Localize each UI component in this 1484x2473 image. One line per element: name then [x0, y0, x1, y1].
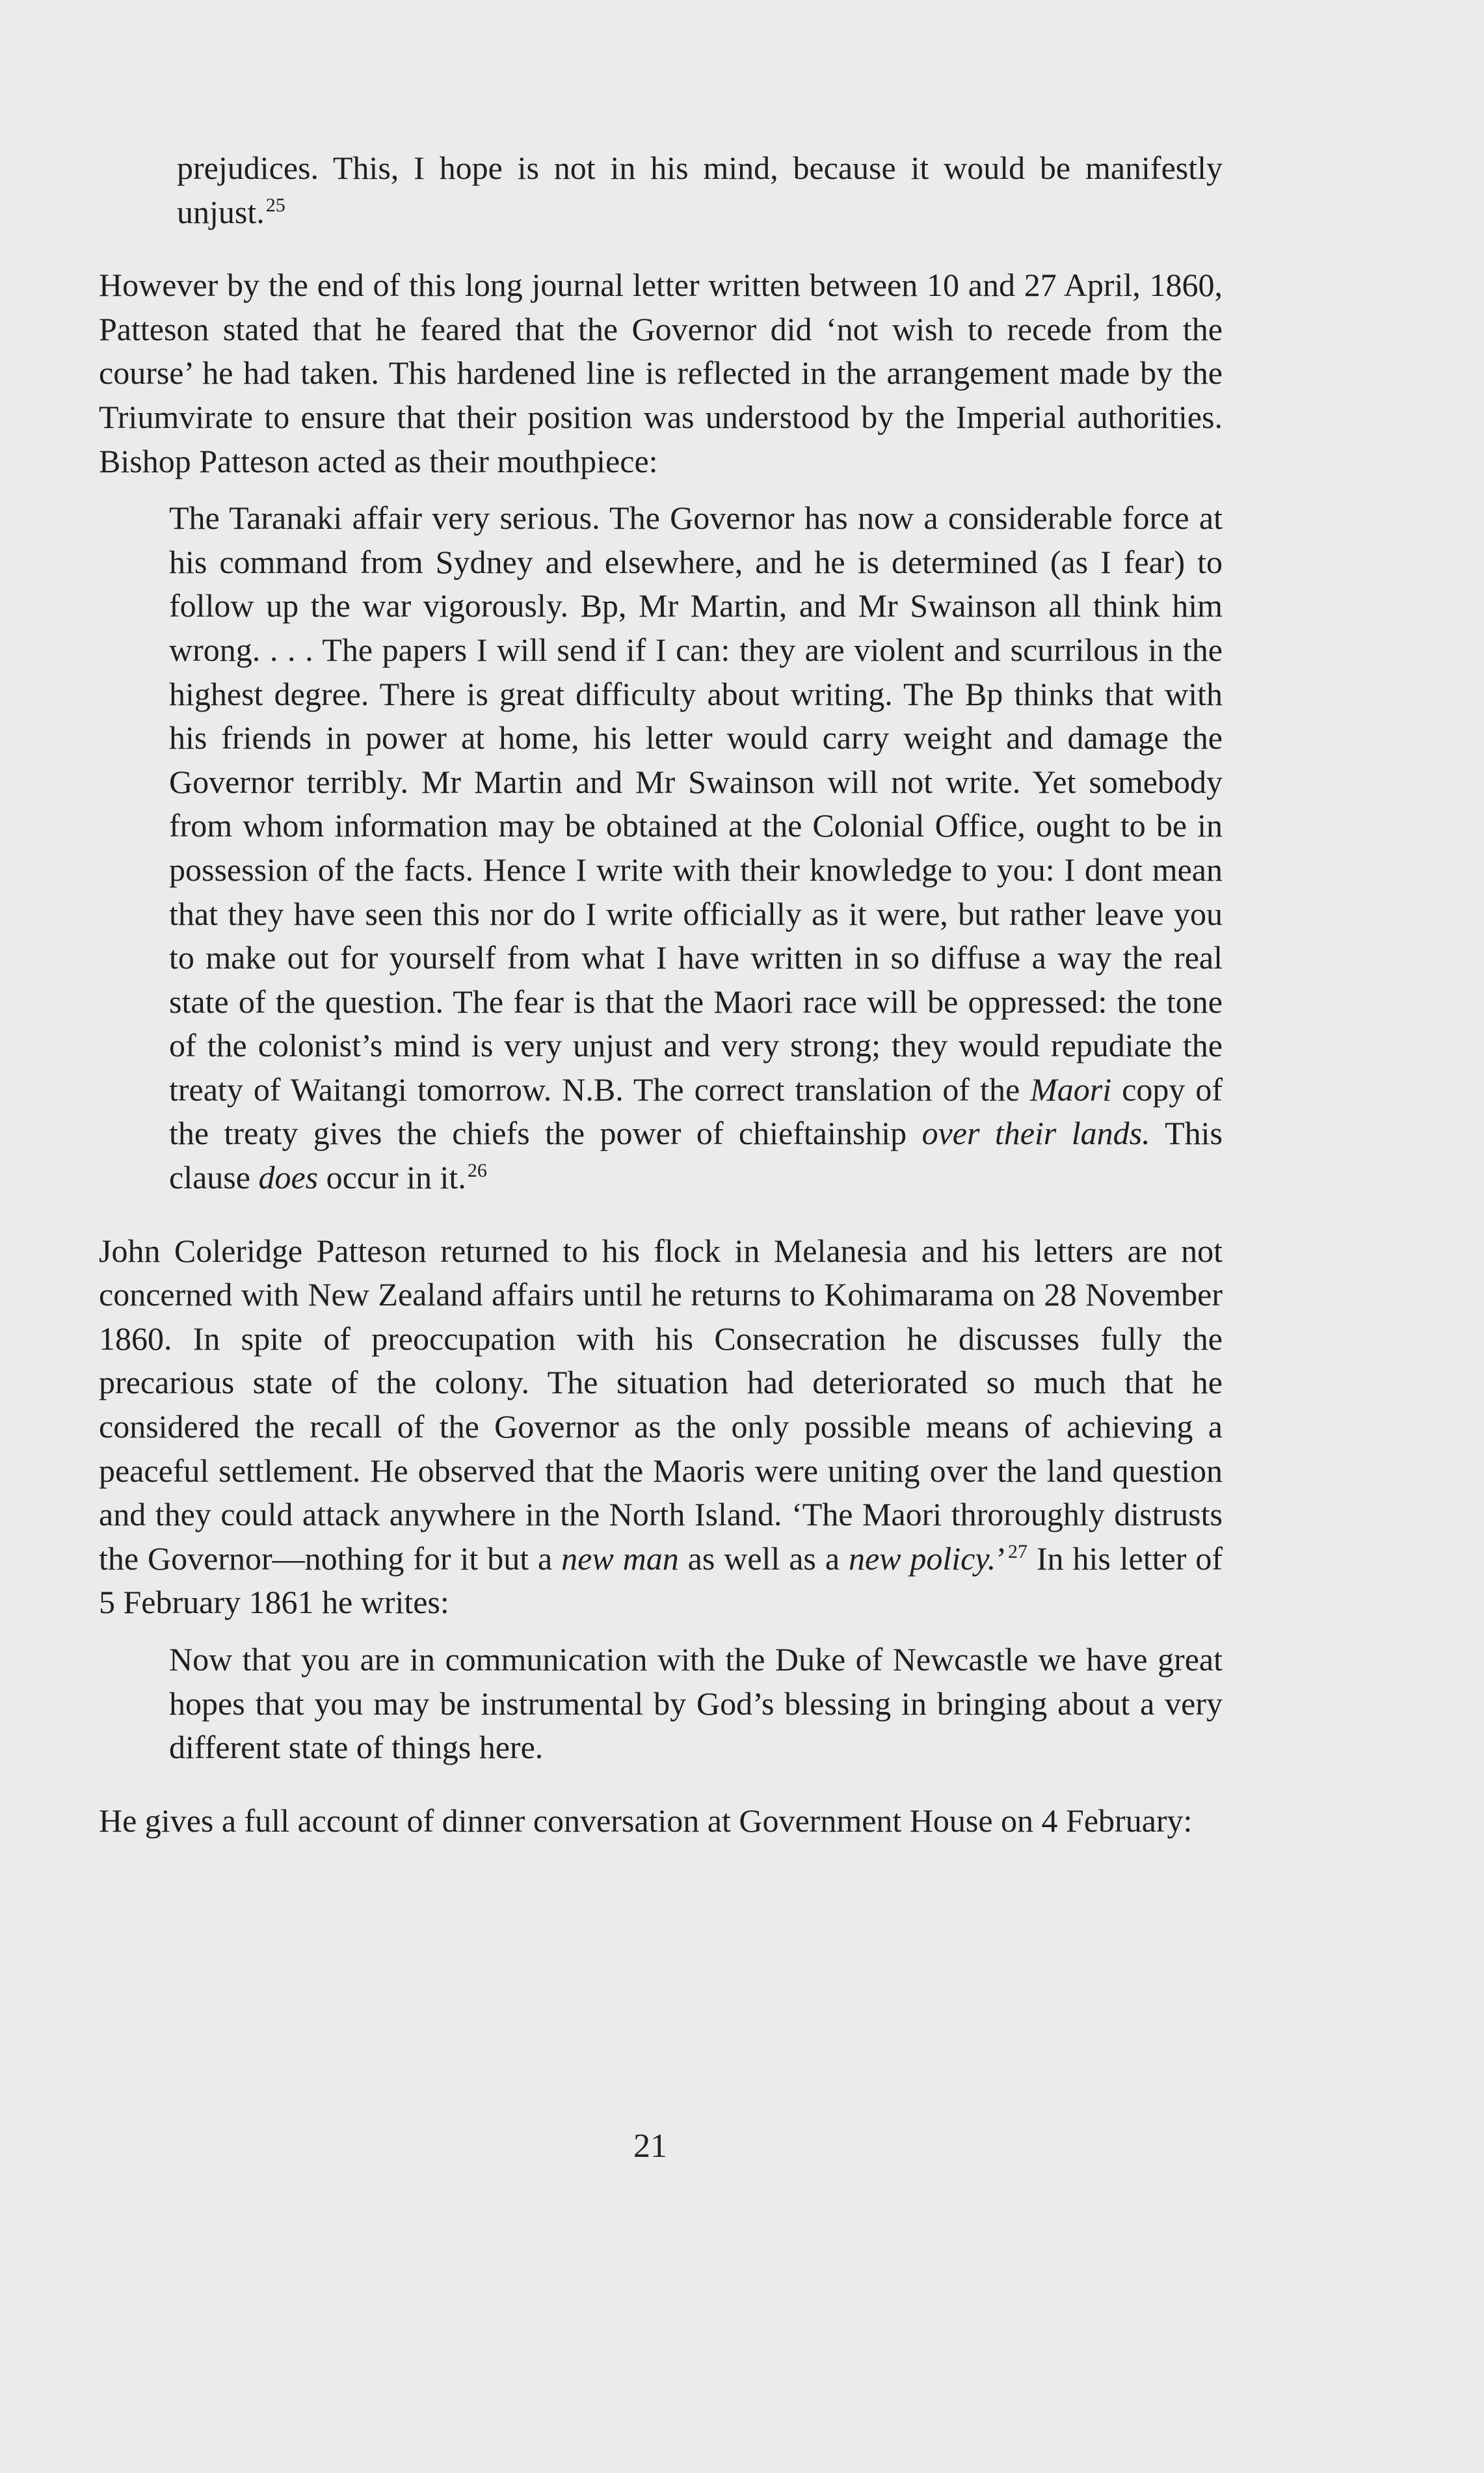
text-run: However by the end of this long journal letter written between 10 and 27 April, 1860, Patteson stated that he feared that the Governor did ‘not wish to recede from the course’ he had taken. This hardened line is reflected in the arrangement made by the Triumvirate to ensure that their position was understood by the Imperial authorities. Bishop Patteson acted as their mouthpiece:: [99, 267, 1223, 479]
text-run: prejudices. This, I hope is not in his mind, because it would be manifestly unjust.: [177, 150, 1223, 230]
text-run: He gives a full account of dinner conversation at Government House on 4 February:: [99, 1802, 1193, 1839]
italic-run: new policy.: [848, 1540, 996, 1577]
paragraph-body: [99, 1229, 1223, 1625]
text-run: The Taranaki affair very serious. The Governor has now a considerable force at his command from Sydney and elsewhere, and he is determined (as I fear) to follow up the war vigorously. Bp, Mr Martin, and Mr Swainson all think him wrong. . . . The papers I will send if I can: they are violent and scurrilous in the highest degree. There is great difficulty about writing. The Bp thinks that with his friends in power at home, his letter would carry weight and damage the Governor terribly. Mr Martin and Mr Swainson will not write. Yet somebody from whom information may be obtained at the Colonial Office, ought to be in possession of the facts. Hence I write with their knowledge to you: I dont mean that they have seen this nor do I write officially as it were, but rather leave you to make out for yourself from what I have written in so diffuse a way the real state of the question. The fear is that the Maori race will be oppressed: the tone of the colonist’s mind is very unjust and very strong; they would repudiate the treaty of Waitangi tomorrow. N.B. The correct translation of the: [169, 500, 1223, 1108]
italic-run: over their lands.: [921, 1115, 1150, 1152]
block-quote: [169, 1638, 1223, 1770]
text-run: ’: [996, 1540, 1007, 1577]
block-quote: [169, 496, 1223, 1200]
text-run: as well as a: [678, 1540, 849, 1577]
body-text: [99, 146, 1223, 1843]
text-run: Now that you are in communication with the Duke of Newcastle we have great hopes that you may be instrumental by God’s blessing in bringing about a very different state of things here.: [169, 1641, 1223, 1766]
paragraph-body: [99, 1799, 1223, 1843]
text-run: occur in it.: [318, 1159, 466, 1196]
italic-run: new man: [561, 1540, 679, 1577]
text-run: copy of the treaty gives the chiefs the power of chieftainship: [169, 1071, 1223, 1152]
text-run: John Coleridge Patteson returned to his flock in Melanesia and his letters are not concerned with New Zealand affairs until he returns to Kohimarama on 28 November 1860. In spite of preoccupation with his Consecration he discusses fully the precarious state of the colony. The situation had deteriorated so much that he considered the recall of the Governor as the only possible means of achieving a peaceful settlement. He observed that the Maoris were uniting over the land question and they could attack anywhere in the North Island. ‘The Maori throroughly distrusts the Governor—nothing for it but a: [99, 1232, 1223, 1577]
footnote-ref: 25: [265, 194, 285, 216]
text-run: In his letter of 5 February 1861 he writes:: [99, 1540, 1223, 1621]
text-run: This clause: [169, 1115, 1223, 1196]
page-number: 21: [633, 2128, 667, 2165]
paragraph-continuation: [177, 146, 1223, 234]
paragraph-body: [99, 263, 1223, 483]
footnote-ref: 27: [1007, 1540, 1027, 1562]
footnote-ref: 26: [467, 1160, 487, 1182]
italic-run: does: [258, 1159, 319, 1196]
italic-run: Maori: [1030, 1071, 1112, 1108]
